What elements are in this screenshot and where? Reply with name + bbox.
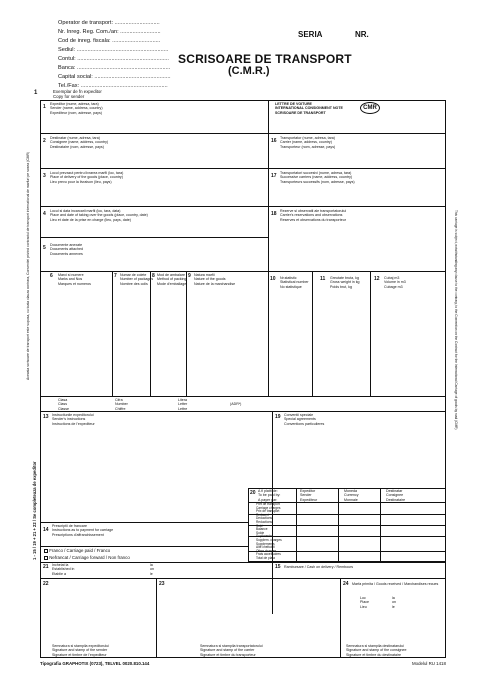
- box-number: 8: [152, 273, 155, 279]
- adr-label: Cifra: [115, 398, 123, 402]
- box-14-payment[interactable]: [52, 524, 113, 537]
- received-place-label: Loc: [360, 596, 366, 600]
- goods-col-label: Nombre des colis: [120, 281, 148, 286]
- box-1-label: Expeditor (nume, adresa, tara): [50, 102, 99, 106]
- charges-row-label: Reduceri: [256, 512, 269, 517]
- header-field: Operator de transport: .............................: [58, 20, 160, 26]
- right-side-legal-text: This carriage is subject, notwithstanding any clause to the contrary, to the Convention on the Contract for the International Carriage of goods by road (CMR): [454, 210, 458, 430]
- box-number: 17: [271, 173, 277, 179]
- goods-col-label: Marques et numeros: [58, 281, 91, 286]
- goods-col-packing[interactable]: [157, 273, 186, 286]
- signature-label: Signature et timbre du destinataire: [346, 652, 401, 657]
- seria-label: SERIA: [298, 30, 323, 39]
- box-14-label: Instructions as to payment for carriage: [52, 528, 114, 533]
- box-2-label: Destinataire (nom, adresse, pays): [50, 144, 104, 149]
- box-19-label: Conventii speciale: [284, 413, 314, 417]
- box-4-label: Lieu et date de la prise en charge (lieu, pays, date): [50, 217, 131, 222]
- charges-label: A payer par:: [258, 497, 278, 502]
- left-side-boxes-note: 1 - 15 / 19 + 21 + 22 / Se completeaza de expeditor: [32, 461, 37, 560]
- box-2-label: Destinatar (nume, adresa, tara): [50, 136, 100, 140]
- carriage-forward-option[interactable]: [44, 555, 130, 560]
- adr-label: Number: [115, 402, 128, 407]
- carriage-forward-label: Nefrancat / Carriage forward / Non franco: [49, 555, 130, 560]
- adr-number: [115, 398, 128, 411]
- goods-col-label: Mode d'emballage: [157, 281, 187, 286]
- box-number: 4: [43, 211, 46, 217]
- lettre-label: LETTRE DE VOITURE: [275, 102, 312, 106]
- box-21-established[interactable]: [52, 563, 74, 576]
- adr-label: Class: [58, 402, 67, 407]
- charges-row-label: Carriage charges: [256, 505, 281, 510]
- box-3-label: Lieu prevu pour la livraison (lieu, pays): [50, 179, 112, 184]
- goods-col-label: Method of packing: [157, 277, 187, 282]
- signature-label: Signature and stamp of the consignee: [346, 648, 407, 653]
- header-field: Contul: ...........................................................: [58, 56, 169, 62]
- box-16-carrier[interactable]: [280, 136, 335, 149]
- charges-label: To be paid by:: [258, 493, 281, 498]
- box-17-label: Transportatori succesivi (nume, adresa, tara): [280, 171, 352, 175]
- document-title: SCRISOARE DE TRANSPORT: [178, 52, 352, 66]
- charges-col-label: Expeditor: [300, 489, 316, 493]
- box-13-instructions[interactable]: [52, 413, 95, 426]
- checkbox[interactable]: [44, 549, 48, 553]
- box-13-label: Sender's instructions: [52, 417, 86, 422]
- received-goods-header: Marfa primita / Goods received / Marchandises recues: [352, 582, 439, 586]
- carriage-paid-option[interactable]: [44, 548, 110, 553]
- form-model: Modelul RU 1418: [412, 661, 446, 666]
- box-21-label: Incheiat la: [52, 563, 69, 567]
- box-number: 7: [114, 273, 117, 279]
- box-number: 10: [270, 276, 276, 282]
- printer-info: Tipografia GRAPHOTIX (0723), TELVEL 0020.810.144: [40, 661, 150, 666]
- goods-col-label: Numar de colete: [120, 273, 147, 277]
- adr-class: [58, 398, 69, 411]
- charges-label: A fi platit de:: [258, 489, 278, 493]
- cmr-logo: CMR: [360, 102, 380, 114]
- copy-label-en: Copy for sender: [53, 94, 85, 99]
- goods-col-label: Marks and Nos: [58, 277, 83, 282]
- box-number: 2: [43, 138, 46, 144]
- box-21-date[interactable]: [150, 563, 154, 576]
- lettre-label: INTERNATIONAL CONSIGNMENT NOTE: [275, 106, 343, 111]
- box-3-label: Place of delivery of the goods (place, country): [50, 175, 123, 180]
- charges-row-label: Deductions: [256, 516, 272, 521]
- goods-col-label: Nature de la marchandise: [194, 281, 236, 286]
- box-21-date-label: la: [150, 563, 153, 567]
- charges-row-label: Pret de transport: [256, 502, 280, 506]
- box-number: 20: [250, 490, 256, 496]
- copy-number: 1: [34, 90, 38, 96]
- charges-row-label: Alte cheltuieli: [256, 545, 275, 550]
- charges-header: [258, 489, 280, 502]
- box-number: 15: [275, 564, 281, 570]
- copy-label-ro: Exemplar de fn expeditor: [53, 89, 102, 94]
- carriage-paid-label: Franco / Carriage paid / Franco: [49, 548, 111, 553]
- box-number: 3: [43, 173, 46, 179]
- charges-col-consignee: [386, 489, 405, 502]
- header-field: Nr. Inreg. Reg. Com./an: ..........................: [58, 29, 161, 35]
- goods-col-label: Nature of the goods: [194, 277, 226, 282]
- signature-label: Semnatura si stampila destinatarului: [346, 644, 404, 648]
- charges-row-label: Total de plata: [256, 555, 275, 560]
- header-field: Sediul: ...........................................................: [58, 47, 169, 53]
- charges-col-label: Destinatar: [386, 489, 403, 493]
- box-5-label: Documente anexate: [50, 243, 83, 247]
- box-2-label: Consignee (name, address, country): [50, 140, 109, 145]
- goods-col-statistical[interactable]: [280, 276, 309, 289]
- box-14-label: Prescriptions d'affranchissement: [52, 532, 104, 537]
- goods-col-label: Cubage m3: [384, 284, 403, 289]
- adr-label: Chiffre: [115, 406, 126, 411]
- header-field: Cod de inreg. fiscala: ...............................: [58, 38, 161, 44]
- box-number: 18: [271, 211, 277, 217]
- carrier-header-fields: [58, 19, 171, 91]
- goods-col-label: Greutate bruta, kg: [330, 276, 359, 280]
- box-13-label: Instructiunile expeditorului: [52, 413, 94, 417]
- signature-label: Signature et timbre de l'expediteur: [52, 652, 107, 657]
- charges-col-label: Destinataire: [386, 497, 406, 502]
- box-16-label: Transporteur (nom, adresse, pays): [280, 144, 336, 149]
- box-17-label: Successive carriers (name, address, country): [280, 175, 353, 180]
- received-date-label: on: [392, 600, 396, 605]
- box-1-label: Sender (name, address, country): [50, 106, 103, 111]
- adr-label: Letter: [178, 402, 188, 407]
- box-number: 16: [271, 138, 277, 144]
- charges-row-label: Supplements: [256, 541, 275, 546]
- box-21-label: Established in: [52, 567, 75, 572]
- nr-label: NR.: [355, 30, 369, 39]
- signature-label: Signature and stamp of the sender: [52, 648, 108, 653]
- goods-col-label: Poids brut, kg: [330, 284, 352, 289]
- box-number: 21: [43, 564, 49, 570]
- box-5-label: Documents annexes: [50, 251, 83, 256]
- box-19-label: Conventions particulieres: [284, 421, 325, 426]
- consignee-signature[interactable]: [346, 644, 407, 657]
- lettre-label: SCRISOARE DE TRANSPORT: [275, 110, 326, 115]
- box-number: 9: [188, 273, 191, 279]
- signature-label: Semnatura si stampila transportatorului: [200, 644, 263, 648]
- received-place-label: Lieu: [360, 604, 367, 609]
- charges-row-label: Solde: [256, 530, 265, 535]
- box-3-delivery-place[interactable]: [50, 171, 123, 184]
- box-number: 22: [43, 581, 49, 587]
- box-18-label: Carrier's reservations and observations: [280, 213, 343, 218]
- box-21-date-label: le: [150, 571, 153, 576]
- box-16-label: Transportator (nume, adresa, tara): [280, 136, 335, 140]
- charges-row-label: Other charges: [256, 548, 277, 553]
- box-4-taking-over[interactable]: [50, 209, 148, 222]
- document-subtitle: (C.M.R.): [228, 65, 270, 77]
- adr-label: Clasa: [58, 398, 68, 402]
- box-number: 14: [43, 527, 49, 533]
- charges-col-sender: [300, 489, 317, 502]
- received-date-label: la: [392, 596, 395, 600]
- goods-col-label: Marci si numere: [58, 273, 84, 277]
- goods-col-label: Gross weight in kg: [330, 280, 360, 285]
- adr-letter: [178, 398, 187, 411]
- goods-col-packages[interactable]: [120, 273, 153, 286]
- box-13-label: Instructions de l'expediteur: [52, 421, 95, 426]
- box-18-label: Rezerve si observatii ale transportatorului: [280, 209, 347, 213]
- signature-label: Signature et timbre du transporteur: [200, 652, 256, 657]
- received-date-label: le: [392, 604, 395, 609]
- header-field: Banca: ............................................................: [58, 65, 171, 71]
- header-field: Tel./Fax: ........................................................: [58, 83, 168, 89]
- box-18-label: Reserves et observations du transporteur: [280, 217, 346, 222]
- goods-col-marks[interactable]: [58, 273, 91, 286]
- box-15-cash-on-delivery[interactable]: Rambursare / Cash on delivery / Rembours: [284, 565, 354, 569]
- box-5-label: Documents attached: [50, 247, 83, 252]
- charges-col-label: Currency: [344, 493, 359, 498]
- box-1-sender[interactable]: [50, 102, 103, 115]
- goods-col-nature[interactable]: [194, 273, 235, 286]
- goods-col-label: No statistique: [280, 284, 302, 289]
- received-place-label: Place: [360, 600, 369, 605]
- charges-col-label: Moneda: [344, 489, 357, 493]
- charges-row-label: Reductions: [256, 519, 272, 524]
- charges-row-label: Balance: [256, 527, 268, 532]
- charges-col-label: Sender: [300, 493, 312, 498]
- goods-col-label: Cubaj m3: [384, 276, 400, 280]
- goods-col-volume[interactable]: [384, 276, 406, 289]
- box-number: 1: [43, 104, 46, 110]
- box-14-label: Prescriptii de francare: [52, 524, 87, 528]
- received-place[interactable]: [360, 596, 369, 609]
- box-1-label: Expediteur (nom, adresse, pays): [50, 110, 102, 115]
- box-3-label: Locul prevazut pentru livrarea marfii (loc, tara): [50, 171, 124, 175]
- adr-label: Classe: [58, 406, 69, 411]
- goods-col-label: Number of packages: [120, 277, 154, 282]
- goods-col-label: Nr.statistic: [280, 276, 297, 280]
- box-2-consignee[interactable]: [50, 136, 108, 149]
- lettre-de-voiture: [275, 102, 343, 115]
- goods-col-label: Natura marfii: [194, 273, 215, 277]
- box-21-date-label: on: [150, 567, 154, 572]
- charges-row-label: Prix de transport: [256, 509, 280, 514]
- box-21-label: Etablie a: [52, 571, 66, 576]
- charges-row-label: Sold: [256, 523, 263, 528]
- box-19-label: Special agreements: [284, 417, 316, 422]
- box-number: 24: [343, 581, 349, 587]
- charges-row-label: Supplem. charges: [256, 537, 282, 542]
- charges-col-label: Consignee: [386, 493, 404, 498]
- goods-col-label: Mod de ambalare: [157, 273, 185, 277]
- box-16-label: Carrier (name, address, country): [280, 140, 332, 145]
- charges-col-currency: [344, 489, 359, 502]
- box-19-special-agreements[interactable]: [284, 413, 324, 426]
- charges-col-label: Monnaie: [344, 497, 358, 502]
- goods-col-label: Statistical number: [280, 280, 309, 285]
- left-side-legal-text: Aceasta scrisoare de transport este supusa, cu toata clauza contrara, Conventiei privind contractul de transport international de marfuri pe sosea (CMR): [26, 151, 30, 380]
- header-field: Capital social: .................................................: [58, 74, 171, 80]
- box-number: 11: [320, 276, 326, 282]
- adr-label: Litera: [178, 398, 187, 402]
- signature-label: Signature and stamp of the carrier: [200, 648, 255, 653]
- charges-col-label: Expediteur: [300, 497, 318, 502]
- box-number: 19: [275, 414, 281, 420]
- goods-col-weight[interactable]: [330, 276, 360, 289]
- checkbox[interactable]: [44, 556, 48, 560]
- box-5-documents[interactable]: [50, 243, 83, 256]
- box-17-label: Transporteurs successifs (nom, adresse, pays): [280, 179, 355, 184]
- charges-row-label: Frais accessoires: [256, 552, 281, 557]
- box-4-label: Locul si data incarcarii marfii (loc, tara, data): [50, 209, 121, 213]
- received-date[interactable]: [392, 596, 396, 609]
- carrier-signature[interactable]: [200, 644, 263, 657]
- box-number: 5: [43, 245, 46, 251]
- adr-label: Lettre: [178, 406, 188, 411]
- signature-label: Semnatura si stampila expeditorului: [52, 644, 109, 648]
- box-number: 23: [159, 581, 165, 587]
- charges-row-label: Suplimente: [256, 534, 272, 539]
- box-number: 12: [374, 276, 380, 282]
- box-number: 6: [50, 273, 53, 279]
- box-18-reservations[interactable]: [280, 209, 346, 222]
- box-4-label: Place and date of taking over the goods (place, country, date): [50, 213, 148, 218]
- sender-signature[interactable]: [52, 644, 109, 657]
- goods-col-label: Volume in m3: [384, 280, 406, 285]
- adr-mark: (ADR*): [230, 402, 242, 406]
- box-17-successive-carriers[interactable]: [280, 171, 355, 184]
- box-number: 13: [43, 414, 49, 420]
